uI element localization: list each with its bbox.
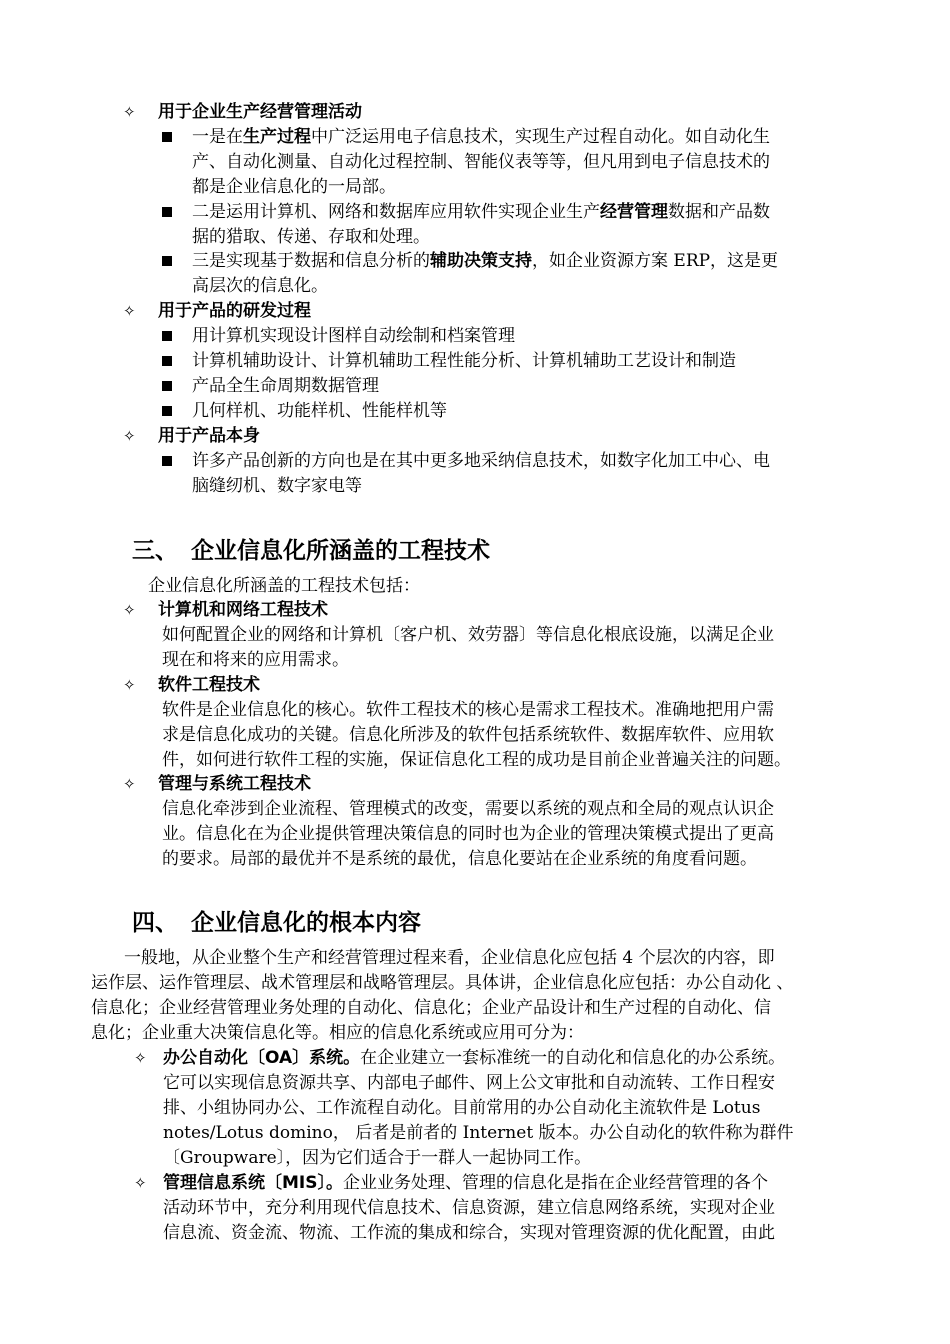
list-item-line: 三是实现基于数据和信息分析的辅助决策支持，如企业资源方案 ERP，这是更	[192, 251, 779, 271]
paragraph-intro: 企业信息化所涵盖的工程技术包括：	[148, 576, 420, 596]
diamond-bullet-icon: ✧	[123, 676, 136, 694]
list-item-line: 排、小组协同办公、工作流程自动化。目前常用的办公自动化主流软件是 Lotus	[163, 1098, 761, 1118]
list-item-line: 一是在生产过程中广泛运用电子信息技术，实现生产过程自动化。如自动化生	[192, 127, 770, 147]
paragraph-line: 一般地，从企业整个生产和经营管理过程来看，企业信息化应包括 4 个层次的内容，即	[124, 948, 775, 968]
diamond-bullet-icon: ✧	[123, 427, 136, 445]
square-bullet-icon	[162, 406, 172, 416]
list-item-line: 〔Groupware〕，因为它们适合于一群人一起协同工作。	[163, 1148, 592, 1168]
diamond-bullet-icon: ✧	[123, 775, 136, 793]
subheading-product-itself: 用于产品本身	[158, 426, 260, 446]
list-item-line: 它可以实现信息资源共享、内部电子邮件、网上公文审批和自动流转、工作日程安	[163, 1073, 775, 1093]
square-bullet-icon	[162, 331, 172, 341]
subheading-production-management: 用于企业生产经营管理活动	[158, 102, 362, 122]
subheading-management-systems: 管理与系统工程技术	[158, 774, 311, 794]
list-item: 计算机辅助设计、计算机辅助工程性能分析、计算机辅助工艺设计和制造	[192, 351, 736, 371]
list-item-line: 脑缝纫机、数字家电等	[192, 476, 362, 496]
paragraph-line: 的要求。局部的最优并不是系统的最优，信息化要站在企业系统的角度看问题。	[162, 849, 757, 869]
diamond-bullet-icon: ✧	[123, 103, 136, 121]
subheading-computer-network: 计算机和网络工程技术	[158, 600, 328, 620]
paragraph-line: 求是信息化成功的关键。信息化所涉及的软件包括系统软件、数据库软件、应用软	[162, 725, 774, 745]
list-item-line: 高层次的信息化。	[192, 276, 328, 296]
list-item-line: 二是运用计算机、网络和数据库应用软件实现企业生产经营管理数据和产品数	[192, 202, 770, 222]
list-item-line: 管理信息系统〔MIS〕。企业业务处理、管理的信息化是指在企业经营管理的各个	[163, 1173, 768, 1193]
list-item: 产品全生命周期数据管理	[192, 376, 379, 396]
square-bullet-icon	[162, 256, 172, 266]
paragraph-line: 现在和将来的应用需求。	[162, 650, 349, 670]
subheading-rd-process: 用于产品的研发过程	[158, 301, 311, 321]
square-bullet-icon	[162, 132, 172, 142]
paragraph-line: 运作层、运作管理层、战术管理层和战略管理层。具体讲，企业信息化应包括：办公自动化 、	[91, 973, 794, 993]
paragraph-line: 信息化牵涉到企业流程、管理模式的改变，需要以系统的观点和全局的观点认识企	[162, 799, 774, 819]
list-item-line: 都是企业信息化的一局部。	[192, 177, 396, 197]
list-item: 几何样机、功能样机、性能样机等	[192, 401, 447, 421]
paragraph-line: 业。信息化在为企业提供管理决策信息的同时也为企业的管理决策模式提出了更高	[162, 824, 774, 844]
section-number: 三、	[132, 538, 178, 564]
square-bullet-icon	[162, 356, 172, 366]
subheading-software-engineering: 软件工程技术	[158, 675, 260, 695]
section-number: 四、	[132, 910, 178, 936]
diamond-bullet-icon: ✧	[134, 1049, 147, 1067]
diamond-bullet-icon: ✧	[134, 1174, 147, 1192]
oa-system-label: 办公自动化〔OA〕系统。	[163, 1048, 361, 1068]
square-bullet-icon	[162, 381, 172, 391]
list-item-line: 活动环节中，充分利用现代信息技术、信息资源，建立信息网络系统，实现对企业	[163, 1198, 775, 1218]
square-bullet-icon	[162, 456, 172, 466]
list-item-line: 办公自动化〔OA〕系统。在企业建立一套标准统一的自动化和信息化的办公系统。	[163, 1048, 786, 1068]
list-item-line: 据的猎取、传递、存取和处理。	[192, 227, 430, 247]
paragraph-line: 软件是企业信息化的核心。软件工程技术的核心是需求工程技术。准确地把用户需	[162, 700, 774, 720]
list-item-line: 信息流、资金流、物流、工作流的集成和综合，实现对管理资源的优化配置，由此	[163, 1223, 775, 1243]
diamond-bullet-icon: ✧	[123, 601, 136, 619]
section-title: 企业信息化的根本内容	[191, 910, 421, 936]
paragraph-line: 信息化；企业经营管理业务处理的自动化、信息化；企业产品设计和生产过程的自动化、信	[91, 998, 771, 1018]
paragraph-line: 息化；企业重大决策信息化等。相应的信息化系统或应用可分为：	[91, 1023, 584, 1043]
section-title: 企业信息化所涵盖的工程技术	[191, 538, 490, 564]
square-bullet-icon	[162, 207, 172, 217]
paragraph-line: 如何配置企业的网络和计算机〔客户机、效劳器〕等信息化根底设施，以满足企业	[162, 625, 774, 645]
list-item: 用计算机实现设计图样自动绘制和档案管理	[192, 326, 515, 346]
mis-system-label: 管理信息系统〔MIS〕。	[163, 1173, 343, 1193]
list-item-line: 产、自动化测量、自动化过程控制、智能仪表等等，但凡用到电子信息技术的	[192, 152, 770, 172]
diamond-bullet-icon: ✧	[123, 302, 136, 320]
list-item-line: notes/Lotus domino， 后者是前者的 Internet 版本。办公自动化的软件称为群件	[163, 1123, 794, 1143]
paragraph-line: 件，如何进行软件工程的实施，保证信息化工程的成功是目前企业普遍关注的问题。	[162, 750, 791, 770]
list-item-line: 许多产品创新的方向也是在其中更多地采纳信息技术，如数字化加工中心、电	[192, 451, 770, 471]
